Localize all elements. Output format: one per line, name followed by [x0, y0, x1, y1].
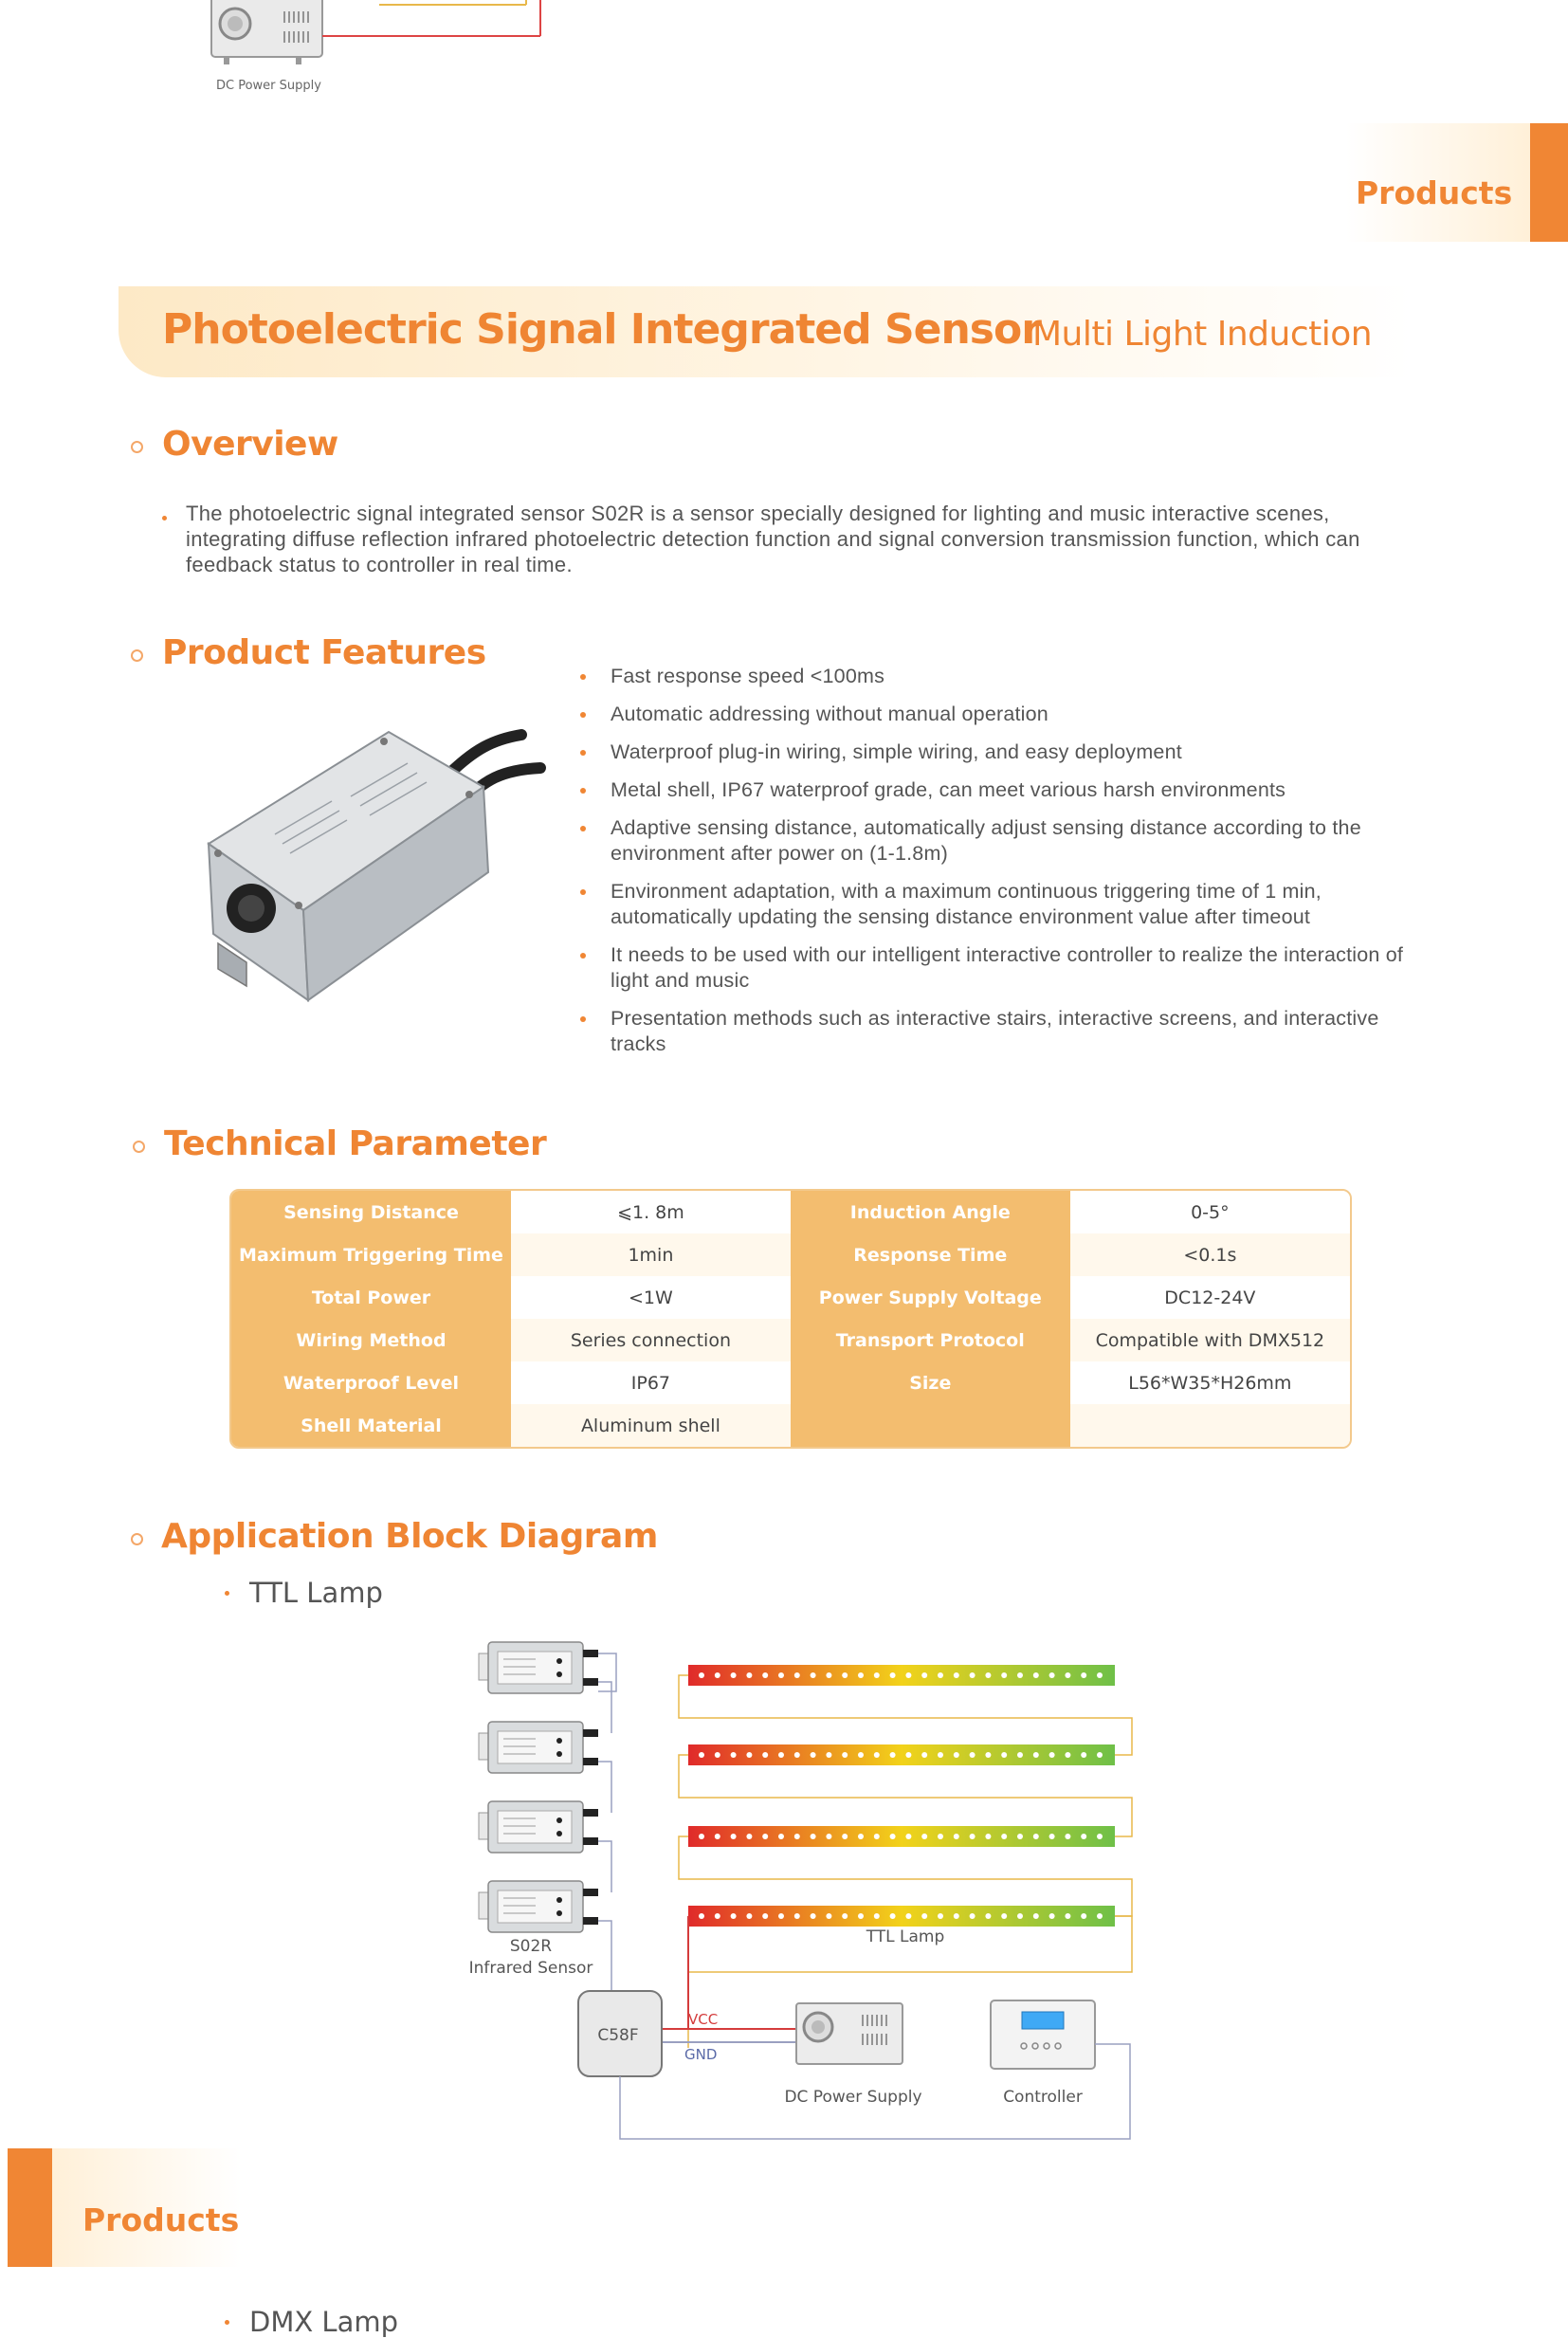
led-dot — [731, 1672, 737, 1678]
page-subtitle: Multi Light Induction — [1032, 315, 1373, 354]
led-dot — [762, 1672, 768, 1678]
led-dot — [1033, 1752, 1039, 1758]
application-bullet-icon — [131, 1533, 143, 1545]
overview-heading: Overview — [162, 425, 338, 464]
table-row — [231, 1404, 1350, 1447]
led-dot — [1001, 1913, 1007, 1919]
led-dot — [842, 1913, 848, 1919]
param-key: Shell Material — [231, 1404, 511, 1447]
application-sub-item: TTL Lamp — [249, 1577, 383, 1609]
led-dot — [811, 1913, 816, 1919]
led-dot — [858, 1672, 864, 1678]
param-value: DC12-24V — [1070, 1276, 1350, 1319]
param-key: Response Time — [791, 1233, 1070, 1276]
led-dot — [1049, 1834, 1055, 1839]
page-title: Photoelectric Signal Integrated Sensor — [162, 305, 1041, 354]
led-dot — [715, 1752, 720, 1758]
led-dot — [746, 1752, 752, 1758]
led-dot — [1081, 1834, 1086, 1839]
list-item: Automatic addressing without manual operation — [578, 702, 1413, 727]
param-value: IP67 — [511, 1361, 791, 1404]
list-item: Waterproof plug-in wiring, simple wiring, and easy deployment — [578, 740, 1413, 765]
led-dot — [826, 1672, 831, 1678]
param-key: Wiring Method — [231, 1319, 511, 1361]
led-dot — [842, 1672, 848, 1678]
led-dot — [1049, 1752, 1055, 1758]
list-item: Environment adaptation, with a maximum continuous triggering time of 1 min, automatically updating the sensing distance environment value after timeout — [578, 879, 1413, 930]
led-dot — [826, 1834, 831, 1839]
list-item: Fast response speed <100ms — [578, 664, 1413, 689]
param-key: Transport Protocol — [791, 1319, 1070, 1361]
led-dot — [811, 1834, 816, 1839]
led-dot — [1017, 1913, 1023, 1919]
list-item: Adaptive sensing distance, automatically adjust sensing distance according to the environment after power on (1-1.8m) — [578, 815, 1413, 867]
overview-text: The photoelectric signal integrated sensor S02R is a sensor specially designed for lighting and music interactive scenes, integrating diffuse reflection infrared photoelectric detection function and signal conversion transmission function, which can feedback status to controller in real time. — [186, 502, 1360, 576]
features-list — [578, 664, 1413, 1069]
led-dot — [970, 1672, 975, 1678]
param-key: Size — [791, 1361, 1070, 1404]
sensor-product-image — [190, 711, 550, 1014]
param-key: Power Supply Voltage — [791, 1276, 1070, 1319]
led-dot — [1033, 1672, 1039, 1678]
led-dot — [905, 1834, 911, 1839]
param-value: <1W — [511, 1276, 791, 1319]
led-dot — [874, 1834, 880, 1839]
param-value: ⩽1. 8m — [511, 1191, 791, 1233]
led-dot — [970, 1834, 975, 1839]
led-dot — [890, 1834, 896, 1839]
led-dot — [1065, 1752, 1070, 1758]
application-sub-bullet — [225, 1591, 229, 1596]
led-dot — [921, 1834, 927, 1839]
led-dot — [1097, 1752, 1103, 1758]
param-value: Series connection — [511, 1319, 791, 1361]
param-value: 1min — [511, 1233, 791, 1276]
products-tab-bar — [1530, 123, 1568, 242]
param-key: Induction Angle — [791, 1191, 1070, 1233]
products-tab-label: Products — [1356, 174, 1513, 211]
led-dot — [1081, 1672, 1086, 1678]
led-dot — [811, 1752, 816, 1758]
list-item: It needs to be used with our intelligent interactive controller to realize the interaction of light and music — [578, 942, 1413, 994]
diagram-vcc-label: VCC — [688, 2011, 719, 2028]
application-heading: Application Block Diagram — [161, 1517, 658, 1556]
list-item: Presentation methods such as interactive stairs, interactive screens, and interactive tracks — [578, 1006, 1413, 1057]
led-dot — [826, 1752, 831, 1758]
led-dot — [905, 1672, 911, 1678]
led-dot — [715, 1672, 720, 1678]
led-dot — [794, 1913, 800, 1919]
param-key: Waterproof Level — [231, 1361, 511, 1404]
table-row — [231, 1319, 1350, 1361]
led-dot — [1081, 1913, 1086, 1919]
led-dot — [858, 1913, 864, 1919]
led-dot — [985, 1672, 991, 1678]
led-dot — [905, 1752, 911, 1758]
param-key: Total Power — [231, 1276, 511, 1319]
led-dot — [715, 1834, 720, 1839]
led-dot — [1001, 1752, 1007, 1758]
led-dot — [699, 1834, 704, 1839]
led-dot — [826, 1913, 831, 1919]
table-row — [231, 1191, 1350, 1233]
led-dot — [762, 1834, 768, 1839]
led-dot — [811, 1672, 816, 1678]
top-power-label: DC Power Supply — [216, 79, 321, 93]
led-dot — [874, 1913, 880, 1919]
technical-bullet-icon — [133, 1141, 145, 1153]
param-key — [791, 1404, 1070, 1447]
led-dot — [954, 1752, 959, 1758]
param-key: Maximum Triggering Time — [231, 1233, 511, 1276]
led-dot — [778, 1834, 784, 1839]
led-dot — [1097, 1672, 1103, 1678]
led-dot — [858, 1834, 864, 1839]
led-dot — [715, 1913, 720, 1919]
led-dot — [1049, 1913, 1055, 1919]
led-dot — [938, 1752, 943, 1758]
led-dot — [794, 1672, 800, 1678]
top-diagram-fragment — [0, 0, 1568, 104]
list-item: Metal shell, IP67 waterproof grade, can meet various harsh environments — [578, 777, 1413, 803]
led-dot — [905, 1913, 911, 1919]
param-value: L56*W35*H26mm — [1070, 1361, 1350, 1404]
led-dot — [938, 1672, 943, 1678]
led-dot — [954, 1672, 959, 1678]
led-dot — [699, 1672, 704, 1678]
led-dot — [1033, 1913, 1039, 1919]
led-dot — [746, 1672, 752, 1678]
led-dot — [985, 1752, 991, 1758]
led-dot — [762, 1752, 768, 1758]
diagram-sensor-label-1: S02R — [509, 1937, 553, 1956]
features-bullet-icon — [131, 649, 143, 662]
led-dot — [938, 1913, 943, 1919]
led-dot — [858, 1752, 864, 1758]
led-dot — [938, 1834, 943, 1839]
led-dot — [699, 1913, 704, 1919]
led-dot — [890, 1913, 896, 1919]
led-dot — [954, 1834, 959, 1839]
diagram-power-label: DC Power Supply — [784, 2088, 922, 2107]
led-dot — [746, 1913, 752, 1919]
led-dot — [778, 1913, 784, 1919]
led-dot — [985, 1913, 991, 1919]
led-dot — [1065, 1913, 1070, 1919]
led-dot — [1001, 1672, 1007, 1678]
led-dot — [699, 1752, 704, 1758]
footer-products-tab-label: Products — [82, 2201, 240, 2238]
led-dot — [921, 1913, 927, 1919]
led-dot — [794, 1834, 800, 1839]
led-dot — [842, 1834, 848, 1839]
led-dot — [874, 1752, 880, 1758]
param-value: 0-5° — [1070, 1191, 1350, 1233]
table-row — [231, 1361, 1350, 1404]
led-dot — [1001, 1834, 1007, 1839]
diagram-controller-label: Controller — [1003, 2088, 1083, 2107]
led-dot — [921, 1752, 927, 1758]
features-heading: Product Features — [162, 633, 486, 672]
led-dot — [731, 1834, 737, 1839]
led-dot — [1049, 1672, 1055, 1678]
led-dot — [1065, 1672, 1070, 1678]
footer-next-bullet — [225, 2320, 229, 2325]
led-dot — [731, 1913, 737, 1919]
application-block-diagram — [465, 1631, 1147, 2143]
technical-parameter-table — [229, 1189, 1352, 1449]
led-dot — [778, 1752, 784, 1758]
overview-text-bullet — [162, 516, 167, 521]
led-dot — [842, 1752, 848, 1758]
param-value: <0.1s — [1070, 1233, 1350, 1276]
diagram-sensor-label-2: Infrared Sensor — [468, 1959, 593, 1978]
led-dot — [1017, 1672, 1023, 1678]
technical-heading: Technical Parameter — [164, 1124, 547, 1163]
param-value — [1070, 1404, 1350, 1447]
footer-next-item: DMX Lamp — [249, 2306, 399, 2338]
led-dot — [970, 1752, 975, 1758]
param-value: Compatible with DMX512 — [1070, 1319, 1350, 1361]
param-value: Aluminum shell — [511, 1404, 791, 1447]
led-dot — [762, 1913, 768, 1919]
overview-bullet-icon — [131, 441, 143, 453]
led-dot — [746, 1834, 752, 1839]
param-key: Sensing Distance — [231, 1191, 511, 1233]
led-dot — [1017, 1752, 1023, 1758]
led-dot — [794, 1752, 800, 1758]
led-dot — [778, 1672, 784, 1678]
diagram-gnd-label: GND — [684, 2046, 718, 2063]
led-dot — [1017, 1834, 1023, 1839]
table-row — [231, 1276, 1350, 1319]
led-dot — [1097, 1834, 1103, 1839]
led-dot — [1081, 1752, 1086, 1758]
led-dot — [954, 1913, 959, 1919]
led-dot — [921, 1672, 927, 1678]
led-dot — [1097, 1913, 1103, 1919]
led-dot — [731, 1752, 737, 1758]
led-dot — [970, 1913, 975, 1919]
footer-products-tab-bar — [8, 2148, 52, 2267]
diagram-lamp-label: TTL Lamp — [866, 1927, 945, 1946]
led-dot — [874, 1672, 880, 1678]
led-dot — [1033, 1834, 1039, 1839]
led-dot — [985, 1834, 991, 1839]
led-dot — [890, 1752, 896, 1758]
diagram-c58f-label: C58F — [597, 2026, 639, 2045]
led-dot — [1065, 1834, 1070, 1839]
table-row — [231, 1233, 1350, 1276]
led-dot — [890, 1672, 896, 1678]
